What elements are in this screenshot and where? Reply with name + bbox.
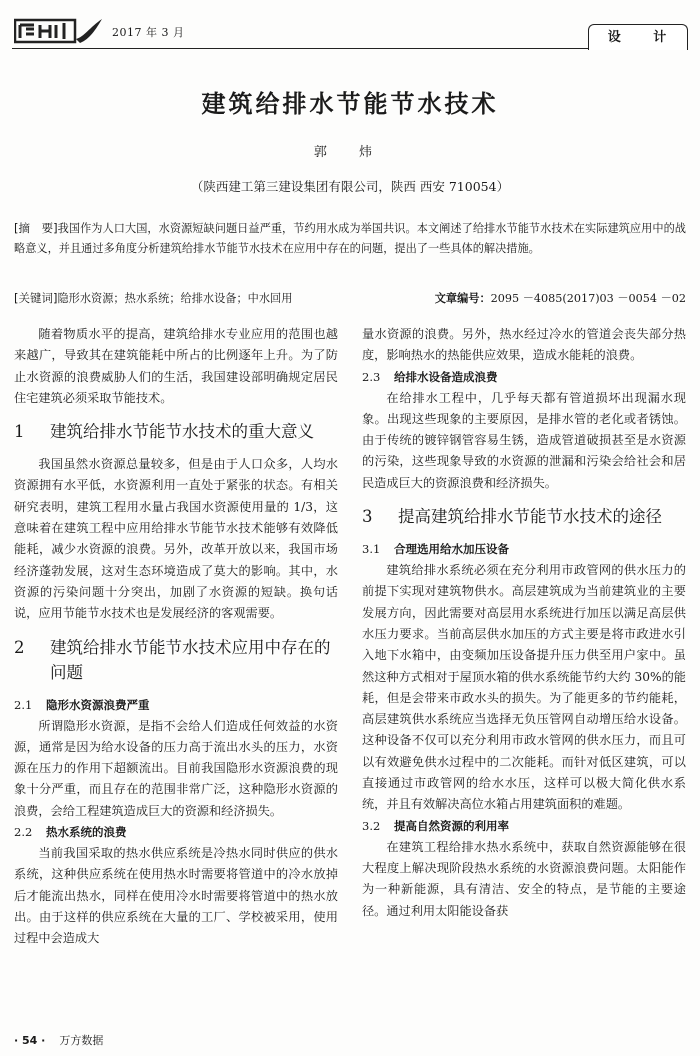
subsection-number: 3.1	[362, 542, 381, 557]
section-1-paragraph: 我国虽然水资源总量较多，但是由于人口众多，人均水资源拥有水平低，水资源利用一直处于紧张的状态。有相关研究表明，建筑工程用水量占我国水资源使用量的 1/3，这意味着在建筑工程中应用给排水节能节水技术能够有效降低能耗，减少水资源的浪费。另外，改革开放以来，我国市场经济蓬勃发展，这对生态环境造成了莫大的影响。其中，水资源的污染问题十分突出，加剧了水资源的短缺。换句话说，应用节能节水技术也是发展经济的客观需要。	[14, 457, 338, 621]
article-id-label: 文章编号：	[434, 292, 491, 305]
keywords-line	[14, 290, 686, 306]
issue-date: 2017 年 3 月	[112, 26, 185, 39]
section-number: 1	[14, 422, 25, 442]
subsection-number: 3.2	[362, 818, 381, 833]
section-number: 3	[362, 507, 373, 527]
article-id-value: 2095 －4085(2017)03 －0054 －02	[490, 292, 686, 305]
subsection-2-2-paragraph: 当前我国采取的热水供应系统是冷热水同时供应的供水系统，这种供应系统在使用热水时需要将管道中的冷水放掉后才能流出热水，同样在使用冷水时需要将管道中的热水放出。由于这样的供应系统在大量的工厂、学校被采用，使用过程中会造成大	[14, 846, 338, 946]
author: 郭 炜	[313, 145, 387, 160]
subsection-3-1-paragraph: 建筑给排水系统必须在充分利用市政管网的供水压力的前提下实现对建筑物供水。高层建筑成为当前建筑业的主要发展方向，因此需要对高层用水系统进行加压以满足高层供水压力要求。当前高层供水加压的方式主要是将市政进水引入地下水箱中，由变频加压设备提升压力供至用户家中。虽然这种方式相对于屋顶水箱的供水系统能节约大约 30%的能耗，但是会带来市政水头的损失。为了能更多的节约能耗，高层建筑供水系统应当选择无负压管网自动增压给水设备。这种设备不仅可以充分利用市政水管网的供水压力，而且可以有效避免供水过程中的二次能耗。而针对低区建筑，可以直接通过市政管网的给水水压，这样可以极大简化供水系统，并且有效解决高位水箱占用建筑面积的难题。	[362, 563, 686, 812]
section-title: 建筑给排水节能节水技术的重大意义	[50, 422, 314, 442]
header-rule	[12, 48, 688, 49]
abstract-label: [摘 要]	[14, 221, 58, 235]
abstract	[14, 218, 686, 259]
subsection-title: 热水系统的浪费	[46, 825, 127, 840]
article-id	[435, 290, 686, 306]
section-1-heading	[14, 419, 338, 444]
left-column	[14, 324, 338, 950]
intro-paragraph: 随着物质水平的提高，建筑给排水专业应用的范围也越来越广，导致其在建筑能耗中所占的比例逐年上升。为了防止水资源的浪费威胁人们的生活，我国建设部明确规定居民住宅建筑必须采取节能技术。	[14, 327, 338, 405]
section-title: 提高建筑给排水节能节水技术的途径	[398, 507, 662, 527]
subsection-number: 2.3	[362, 369, 381, 384]
subsection-3-1-heading	[362, 539, 686, 560]
section-label: 设 计	[588, 24, 688, 50]
continued-paragraph: 量水资源的浪费。另外，热水经过冷水的管道会丧失部分热度，影响热水的热能供应效果，造成水能耗的浪费。	[362, 327, 686, 363]
subsection-3-2-paragraph: 在建筑工程给排水热水系统中，获取自然资源能够在很大程度上解决现阶段热水系统的水资源浪费问题。太阳能作为一种新能源，具有清洁、安全的特点，是节能的主要途径。通过利用太阳能设备获	[362, 839, 686, 918]
subsection-number: 2.1	[14, 697, 33, 712]
page-number: · 54 ·	[14, 1034, 46, 1047]
subsection-3-2-heading	[362, 816, 686, 837]
affiliation: （陕西建工第三建设集团有限公司，陕西 西安 710054）	[190, 179, 510, 194]
subsection-2-3-heading	[362, 367, 686, 388]
section-number: 2	[14, 637, 25, 657]
subsection-2-3-paragraph: 在给排水工程中，几乎每天都有管道损坏出现漏水现象。出现这些现象的主要原因，是排水管的老化或者锈蚀。由于传统的镀锌钢管容易生锈，造成管道破损甚至是水资源的污染，这些现象导致的水资源的泄漏和污染会给社会和居民造成巨大的资源浪费和经济损失。	[362, 390, 686, 490]
subsection-2-2-heading	[14, 822, 338, 843]
abstract-text: 我国作为人口大国，水资源短缺问题日益严重，节约用水成为举国共识。本文阐述了给排水节能节水技术在实际建筑应用中的战略意义，并且通过多角度分析建筑给排水节能节水技术在应用中存在的问题，提出了一些具体的解决措施。	[14, 222, 686, 255]
subsection-title: 给排水设备造成浪费	[394, 369, 498, 384]
page-footer	[14, 1032, 103, 1048]
journal-logo	[14, 17, 106, 45]
section-2-heading	[14, 635, 338, 685]
subsection-title: 合理选用给水加压设备	[394, 542, 509, 557]
footer-source: 万方数据	[59, 1034, 104, 1047]
section-title: 建筑给排水节能节水技术应用中存在的问题	[50, 637, 331, 682]
section-3-heading	[362, 504, 686, 529]
subsection-2-1-heading	[14, 695, 338, 716]
article-title: 建筑给排水节能节水技术	[201, 90, 499, 118]
subsection-title: 隐形水资源浪费严重	[46, 697, 150, 712]
subsection-number: 2.2	[14, 825, 33, 840]
right-column	[362, 324, 686, 922]
keywords-label: [关键词]	[14, 291, 58, 305]
subsection-2-1-paragraph: 所谓隐形水资源，是指不会给人们造成任何效益的水资源，通常是因为给水设备的压力高于流出水头的压力，水资源在压力的作用下超额流出。目前我国隐形水资源浪费的现象十分严重，而且存在的范围非常广泛，这种隐形水资源的浪费，会给工程建筑造成巨大的资源和经济损失。	[14, 718, 338, 818]
subsection-title: 提高自然资源的利用率	[394, 818, 509, 833]
keywords-text: 隐形水资源；热水系统；给排水设备；中水回用	[57, 292, 293, 305]
